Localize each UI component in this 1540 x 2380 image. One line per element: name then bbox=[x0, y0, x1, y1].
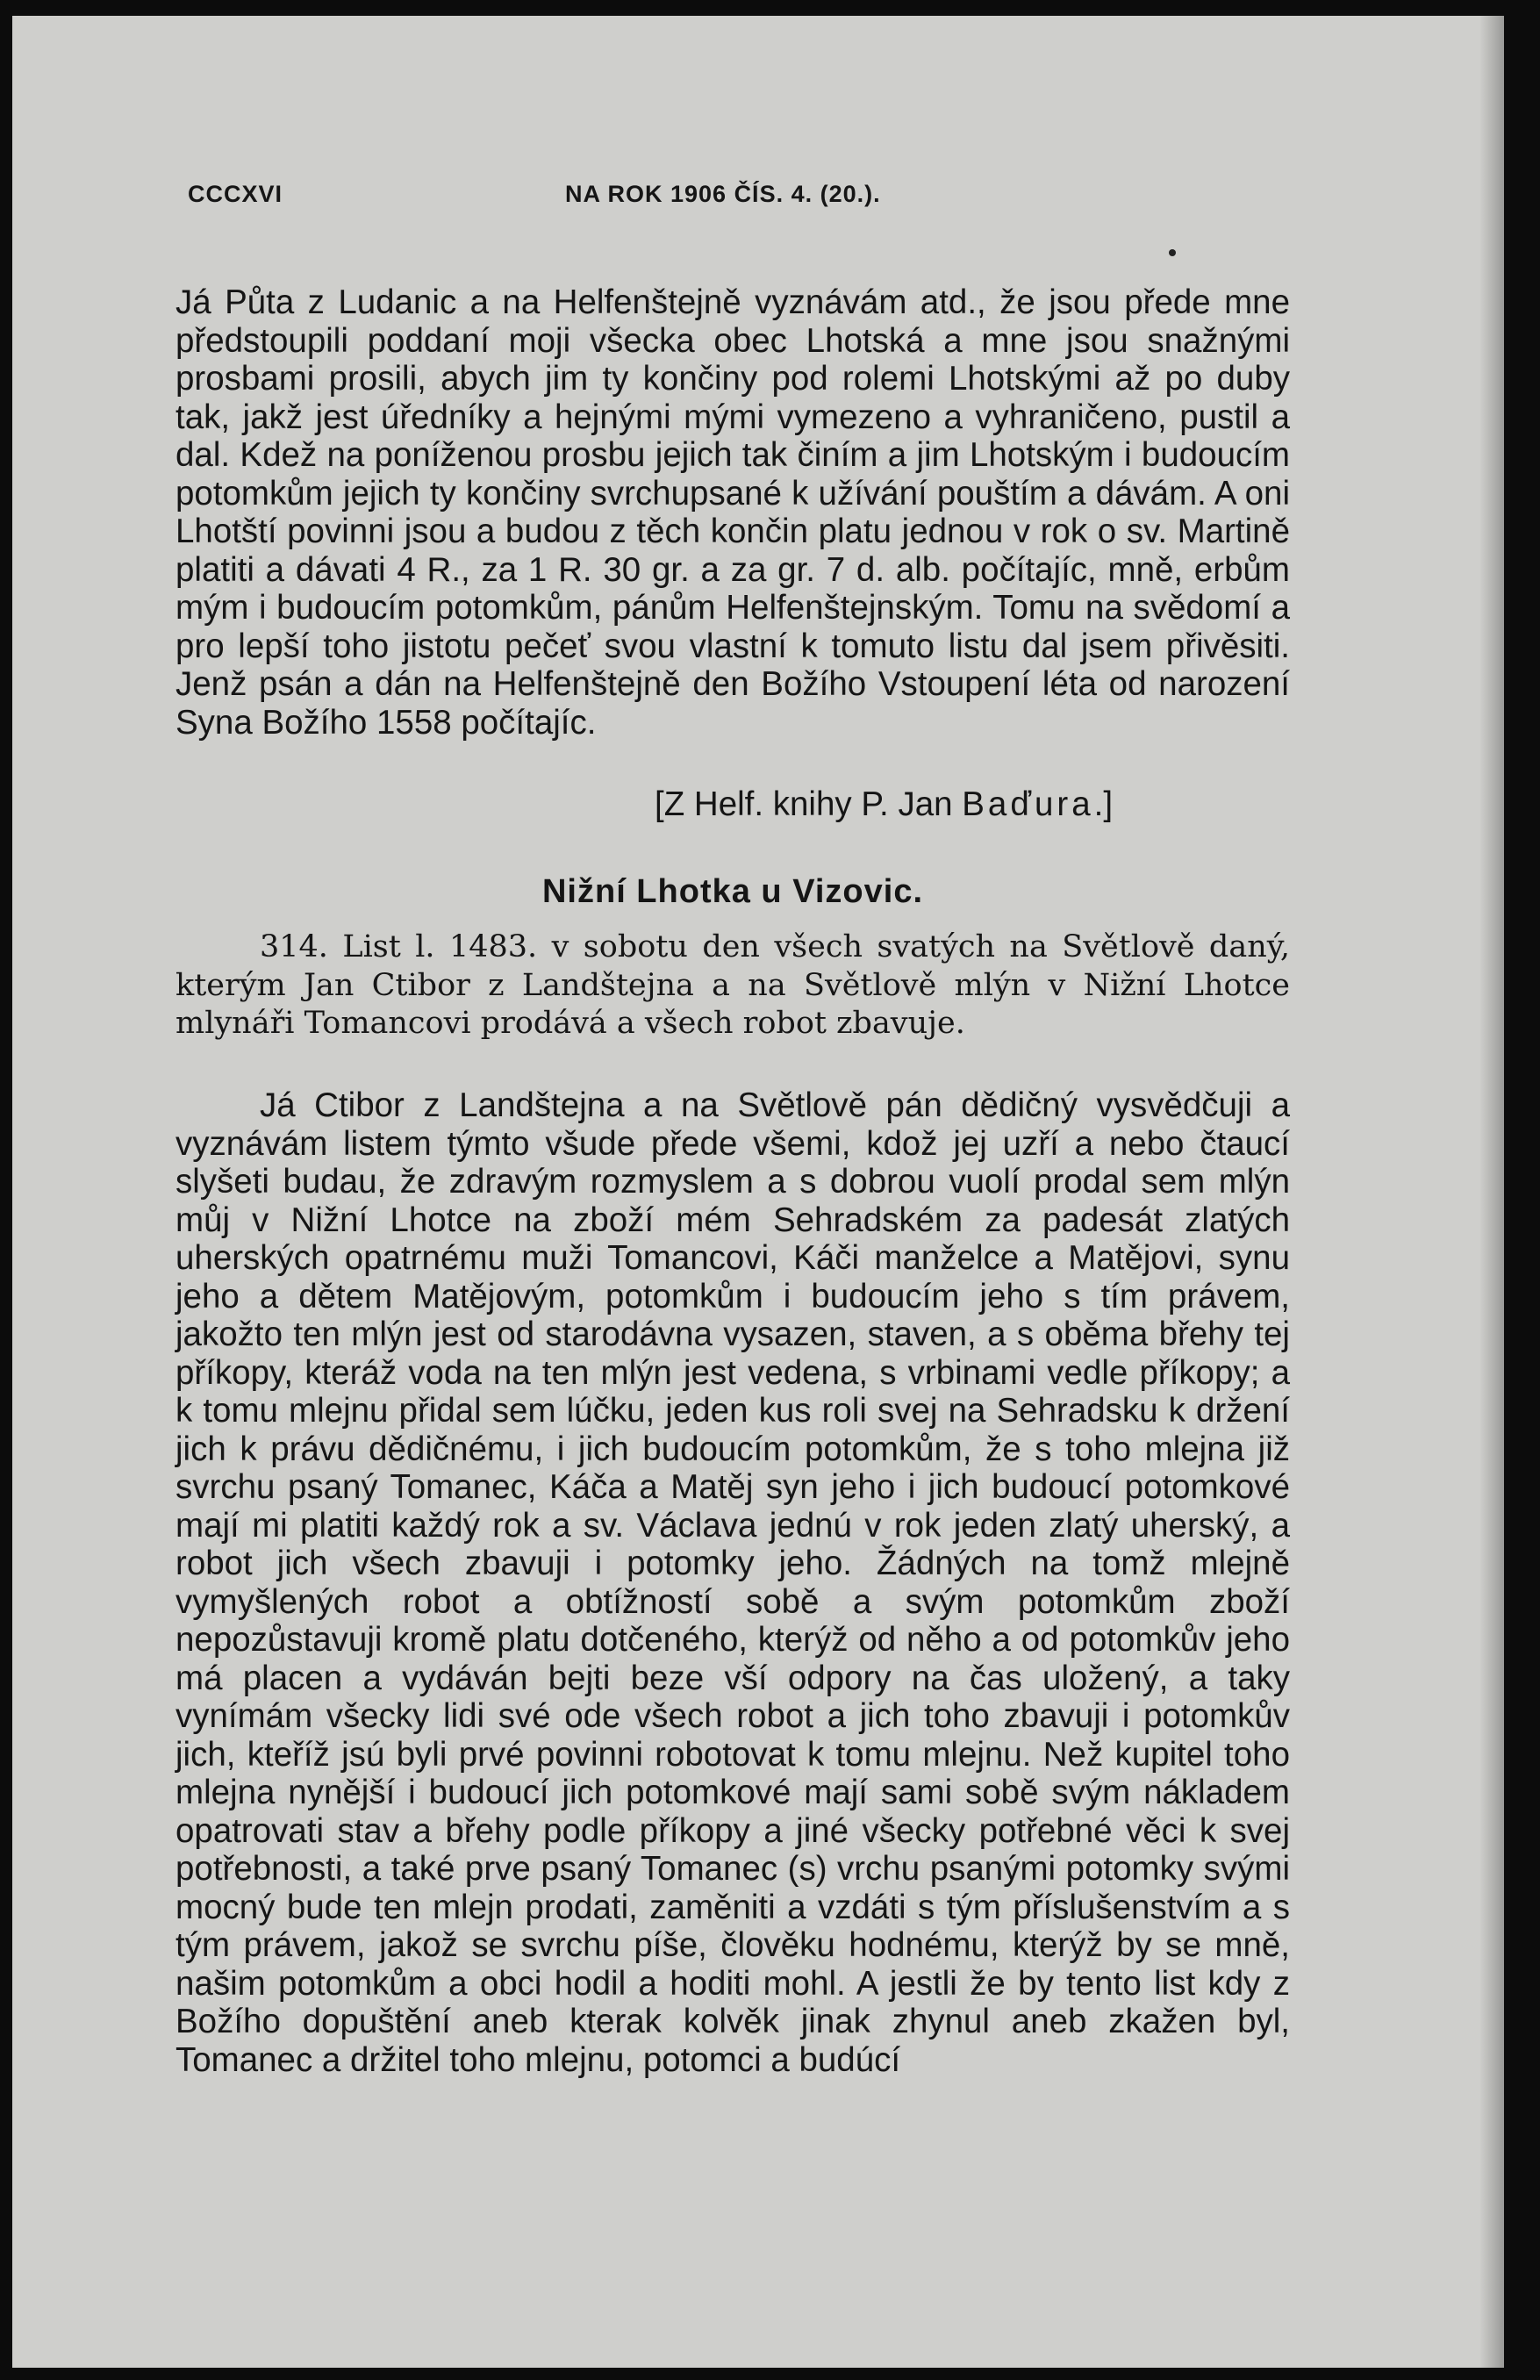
section-heading: Nižní Lhotka u Vizovic. bbox=[541, 873, 924, 910]
citation-prefix: [Z Helf. knihy P. Jan bbox=[655, 785, 953, 823]
source-citation bbox=[655, 785, 1113, 824]
running-title: NA ROK 1906 ČÍS. 4. (20.). bbox=[565, 181, 881, 207]
citation-suffix: .] bbox=[1093, 785, 1114, 823]
page-header bbox=[170, 181, 1311, 216]
citation-author: Baďura bbox=[962, 785, 1094, 823]
scanned-page bbox=[12, 16, 1504, 2368]
paragraph-helfenstejn-charter: Já Půta z Ludanic a na Helfenštejně vyznávám atd., že jsou přede mne předstoupili poddaní moji všecka obec Lhotská a mne jsou snažnými prosbami prosili, abych jim ty končiny pod rolemi Lhotskými až po duby tak, jakž jest úředníky a hejnými mými vymezeno a vyhraničeno, pustil a dal. Kdež na poníženou prosbu jejich tak činím a jim Lhotským i budoucím potomkům jejich ty končiny svrchupsané k užívání pouštím a dávám. A oni Lhotští povinni jsou a budou z těch končin platu jednou v rok o sv. Martině platiti a dávati 4 R., za 1 R. 30 gr. a za gr. 7 d. alb. počítajíc, mně, erbům mým i budoucím potomkům, pánům Helfenštejnským. Tomu na svědomí a pro lepší toho jistotu pečeť svou vlastní k tomuto listu dal jsem přivěsiti. Jenž psán a dán na Helfenštejně den Božího Vstoupení léta od narození Syna Božího 1558 počítajíc. bbox=[175, 283, 1290, 742]
ink-dot bbox=[1169, 249, 1176, 256]
page-number: CCCXVI bbox=[188, 181, 283, 207]
page-edge-shadow bbox=[1479, 16, 1504, 2368]
paragraph-mill-charter: Já Ctibor z Landštejna a na Světlově pán dědičný vysvědčuji a vyznávám listem týmto všude přede všemi, kdož jej uzří a nebo čtaucí slyšeti budau, že zdravým rozmyslem a s dobrou vuolí prodal sem mlýn můj v Nižní Lhotce na zboží mém Sehradském za padesát zlatých uherských opatrnému muži Tomancovi, Káči manželce a Matějovi, synu jeho a dětem Matějovým, potomkům i budoucím jeho s tím právem, jakožto ten mlýn jest od starodávna vysazen, staven, a s oběma břehy tej příkopy, kteráž voda na ten mlýn jest vedena, s vrbinami vedle příkopy; a k tomu mlejnu přidal sem lúčku, jeden kus roli svej na Sehradsku k držení jich k právu dědičnému, i jich budoucím potomkům, že s toho mlejna již svrchu psaný Tomanec, Káča a Matěj syn jeho i jich budoucí potomkové mají mi platiti každý rok a sv. Václava jednú v rok jeden zlatý uherský, a robot jich všech zbavuji i potomky jeho. Žádných na tomž mlejně vymyšlených robot a obtížností sobě a svým potomkům zboží nepozůstavuji kromě platu dotčeného, kterýž od něho a od potomkův jeho má placen a vydáván bejti beze vší odpory na čas uložený, a taky vynímám všecky lidi své ode všech robot a jich toho zbavuji i potomkův jich, kteříž jsú byli prvé povinni robotovat k tomu mlejnu. Než kupitel toho mlejna nynější i budoucí jich potomkové mají sami sobě svým nákladem opatrovati stav a břehy podle příkopy a jiné všecky potřebné věci k svej potřebnosti, a také prve psaný Tomanec (s) vrchu psanými potomky svými mocný bude ten mlejn prodati, zaměniti a vzdáti s tým příslušenstvím a s tým právem, jakož se svrchu píše, člověku hodnému, kterýž by se mně, našim potomkům a obci hodil a hoditi mohl. A jestli že by tento list kdy z Božího dopuštění aneb kterak kolvěk jinak zhynul aneb zkažen byl, Tomanec a držitel toho mlejnu, potomci a budúcí bbox=[175, 1086, 1290, 2079]
regest-fraktur: 314. List l. 1483. v sobotu den všech svatých na Světlově daný, kterým Jan Ctibor z Landštejna a na Světlově mlýn v Nižní Lhotce mlynáři Tomancovi prodává a všech robot zbavuje. bbox=[175, 929, 1290, 1041]
